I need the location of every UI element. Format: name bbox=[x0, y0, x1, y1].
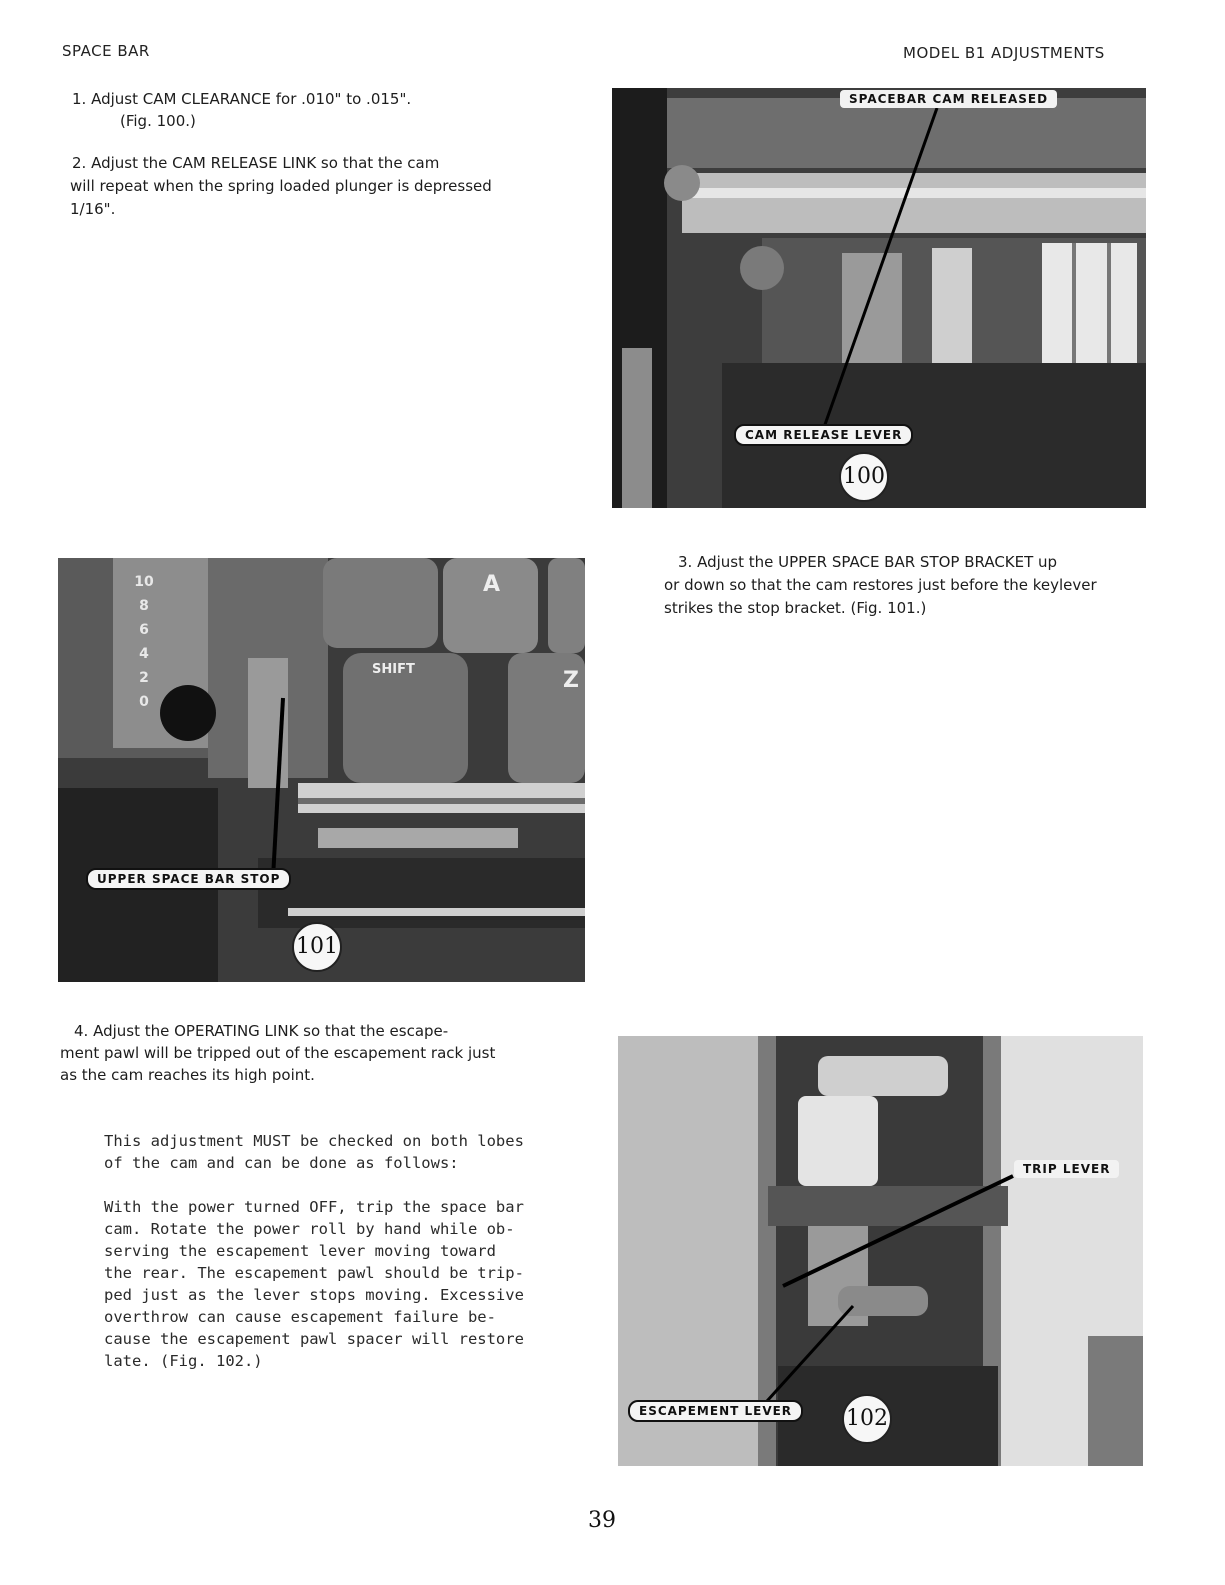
scale-mark: 0 bbox=[139, 694, 149, 710]
callout-upper-space-bar-stop: UPPER SPACE BAR STOP bbox=[86, 868, 291, 890]
note-line: of the cam and can be done as follows: bbox=[104, 1154, 459, 1172]
step-2-line-2: will repeat when the spring loaded plunger is depressed bbox=[70, 177, 492, 195]
page-number: 39 bbox=[588, 1508, 616, 1533]
manual-title: MODEL B1 ADJUSTMENTS bbox=[903, 44, 1105, 62]
figure-100-number: 100 bbox=[839, 452, 889, 502]
step-3-line-2: or down so that the cam restores just before the keylever bbox=[664, 576, 1097, 594]
callout-spacebar-cam-released: SPACEBAR CAM RELEASED bbox=[840, 90, 1057, 108]
figure-102-number: 102 bbox=[842, 1394, 892, 1444]
paper-scale bbox=[120, 570, 168, 714]
key-shift: SHIFT bbox=[372, 662, 415, 677]
note-line: late. (Fig. 102.) bbox=[104, 1352, 263, 1370]
scale-mark: 8 bbox=[139, 598, 149, 614]
step-3-line-1: 3. Adjust the UPPER SPACE BAR STOP BRACKET up bbox=[678, 553, 1058, 571]
scale-mark: 10 bbox=[134, 574, 154, 590]
note-line: cause the escapement pawl spacer will restore bbox=[104, 1330, 524, 1348]
step-1-line-1: 1. Adjust CAM CLEARANCE for .010" to .015". bbox=[72, 90, 412, 108]
scale-mark: 6 bbox=[139, 622, 149, 638]
note-line: serving the escapement lever moving toward bbox=[104, 1242, 496, 1260]
figure-102-photo bbox=[618, 1036, 1143, 1466]
figure-101-photo bbox=[58, 558, 585, 982]
note-line: overthrow can cause escapement failure be- bbox=[104, 1308, 496, 1326]
step-4-line-3: as the cam reaches its high point. bbox=[60, 1066, 315, 1084]
note-line: ped just as the lever stops moving. Excessive bbox=[104, 1286, 524, 1304]
callout-cam-release-lever: CAM RELEASE LEVER bbox=[734, 424, 913, 446]
step-3-line-3: strikes the stop bracket. (Fig. 101.) bbox=[664, 599, 927, 617]
note-line: cam. Rotate the power roll by hand while ob- bbox=[104, 1220, 515, 1238]
step-2-line-1: 2. Adjust the CAM RELEASE LINK so that the cam bbox=[72, 154, 440, 172]
callout-escapement-lever: ESCAPEMENT LEVER bbox=[628, 1400, 803, 1422]
note-line: This adjustment MUST be checked on both lobes bbox=[104, 1132, 524, 1150]
callout-trip-lever: TRIP LEVER bbox=[1014, 1160, 1119, 1178]
figure-100-photo bbox=[612, 88, 1146, 508]
key-z: Z bbox=[563, 668, 579, 693]
note-line bbox=[104, 1174, 574, 1196]
step-4-line-1: 4. Adjust the OPERATING LINK so that the escape- bbox=[74, 1022, 449, 1040]
procedure-note bbox=[104, 1130, 574, 1372]
step-1-line-2: (Fig. 100.) bbox=[120, 112, 196, 130]
key-a: A bbox=[483, 572, 501, 597]
scale-mark: 2 bbox=[139, 670, 149, 686]
step-2-line-3: 1/16". bbox=[70, 200, 116, 218]
section-title: SPACE BAR bbox=[62, 42, 150, 60]
figure-101-number: 101 bbox=[292, 922, 342, 972]
step-4-line-2: ment pawl will be tripped out of the escapement rack just bbox=[60, 1044, 496, 1062]
note-line: With the power turned OFF, trip the space bar bbox=[104, 1198, 524, 1216]
scale-mark: 4 bbox=[139, 646, 149, 662]
note-line: the rear. The escapement pawl should be trip- bbox=[104, 1264, 524, 1282]
